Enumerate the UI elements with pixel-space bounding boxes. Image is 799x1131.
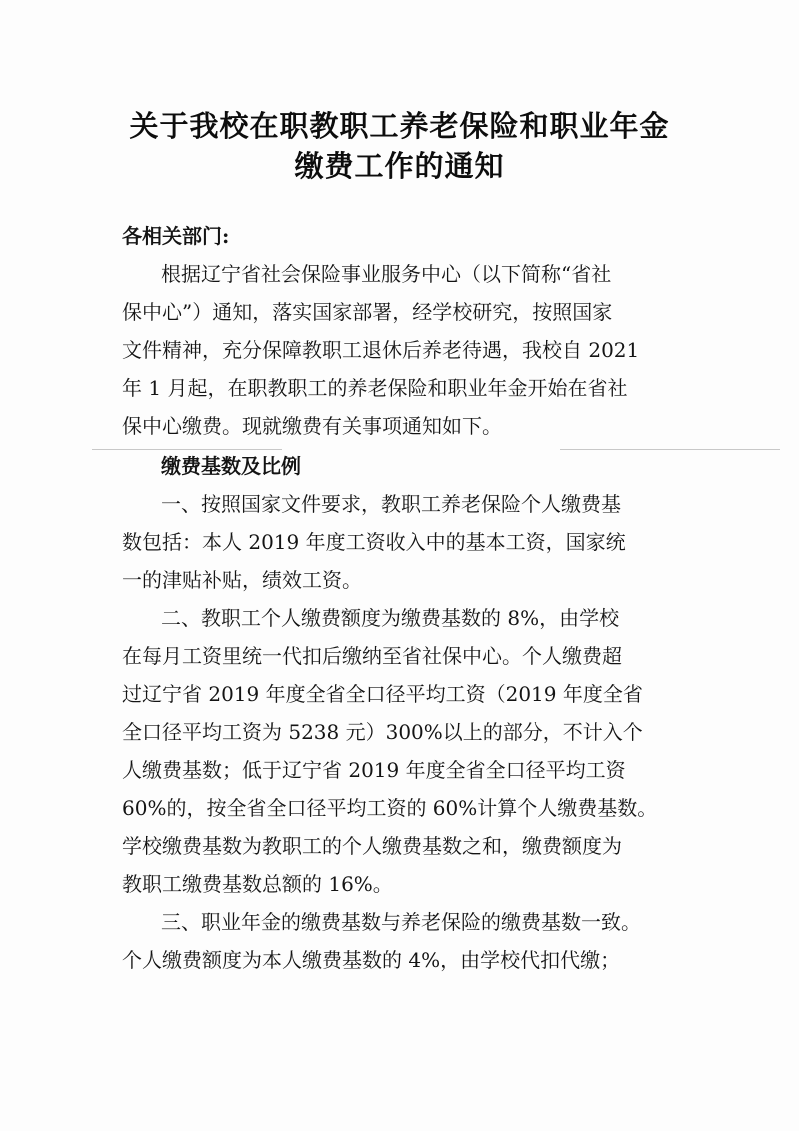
document-title-line-1: 关于我校在职教职工养老保险和职业年金 (129, 109, 670, 143)
intro-line-4: 年 1 月起，在职教职工的养老保险和职业年金开始在省社 (122, 376, 628, 400)
item1-line-1: 一、按照国家文件要求，教职工养老保险个人缴费基 (161, 492, 621, 516)
item2-line-6: 60%的，按全省全口径平均工资的 60%计算个人缴费基数。 (122, 796, 658, 820)
item1-line-2: 数包括：本人 2019 年度工资收入中的基本工资，国家统 (122, 530, 626, 554)
section-heading: 缴费基数及比例 (161, 454, 301, 478)
item2-line-8: 教职工缴费基数总额的 16%。 (122, 872, 393, 896)
scan-artifact-line (92, 449, 282, 450)
item2-line-5: 人缴费基数；低于辽宁省 2019 年度全省全口径平均工资 (122, 758, 626, 782)
item1-line-3: 一的津贴补贴，绩效工资。 (122, 568, 362, 592)
item2-line-7: 学校缴费基数为教职工的个人缴费基数之和，缴费额度为 (122, 834, 622, 858)
intro-line-5: 保中心缴费。现就缴费有关事项通知如下。 (122, 414, 502, 438)
salutation: 各相关部门: (122, 224, 230, 248)
item2-line-1: 二、教职工个人缴费额度为缴费基数的 8%，由学校 (161, 606, 620, 630)
item2-line-4: 全口径平均工资为 5238 元）300%以上的部分，不计入个 (122, 720, 643, 744)
intro-line-2: 保中心”）通知，落实国家部署，经学校研究，按照国家 (122, 300, 613, 324)
item3-line-2: 个人缴费额度为本人缴费基数的 4%，由学校代扣代缴； (122, 948, 621, 972)
intro-line-1: 根据辽宁省社会保险事业服务中心（以下简称“省社 (161, 262, 612, 286)
item2-line-3: 过辽宁省 2019 年度全省全口径平均工资（2019 年度全省 (122, 682, 643, 706)
item3-line-1: 三、职业年金的缴费基数与养老保险的缴费基数一致。 (161, 910, 641, 934)
document-title-line-2: 缴费工作的通知 (294, 149, 505, 183)
scan-artifact-line (560, 449, 780, 450)
item2-line-2: 在每月工资里统一代扣后缴纳至省社保中心。个人缴费超 (122, 644, 622, 668)
intro-line-3: 文件精神，充分保障教职工退休后养老待遇，我校自 2021 (122, 338, 640, 362)
